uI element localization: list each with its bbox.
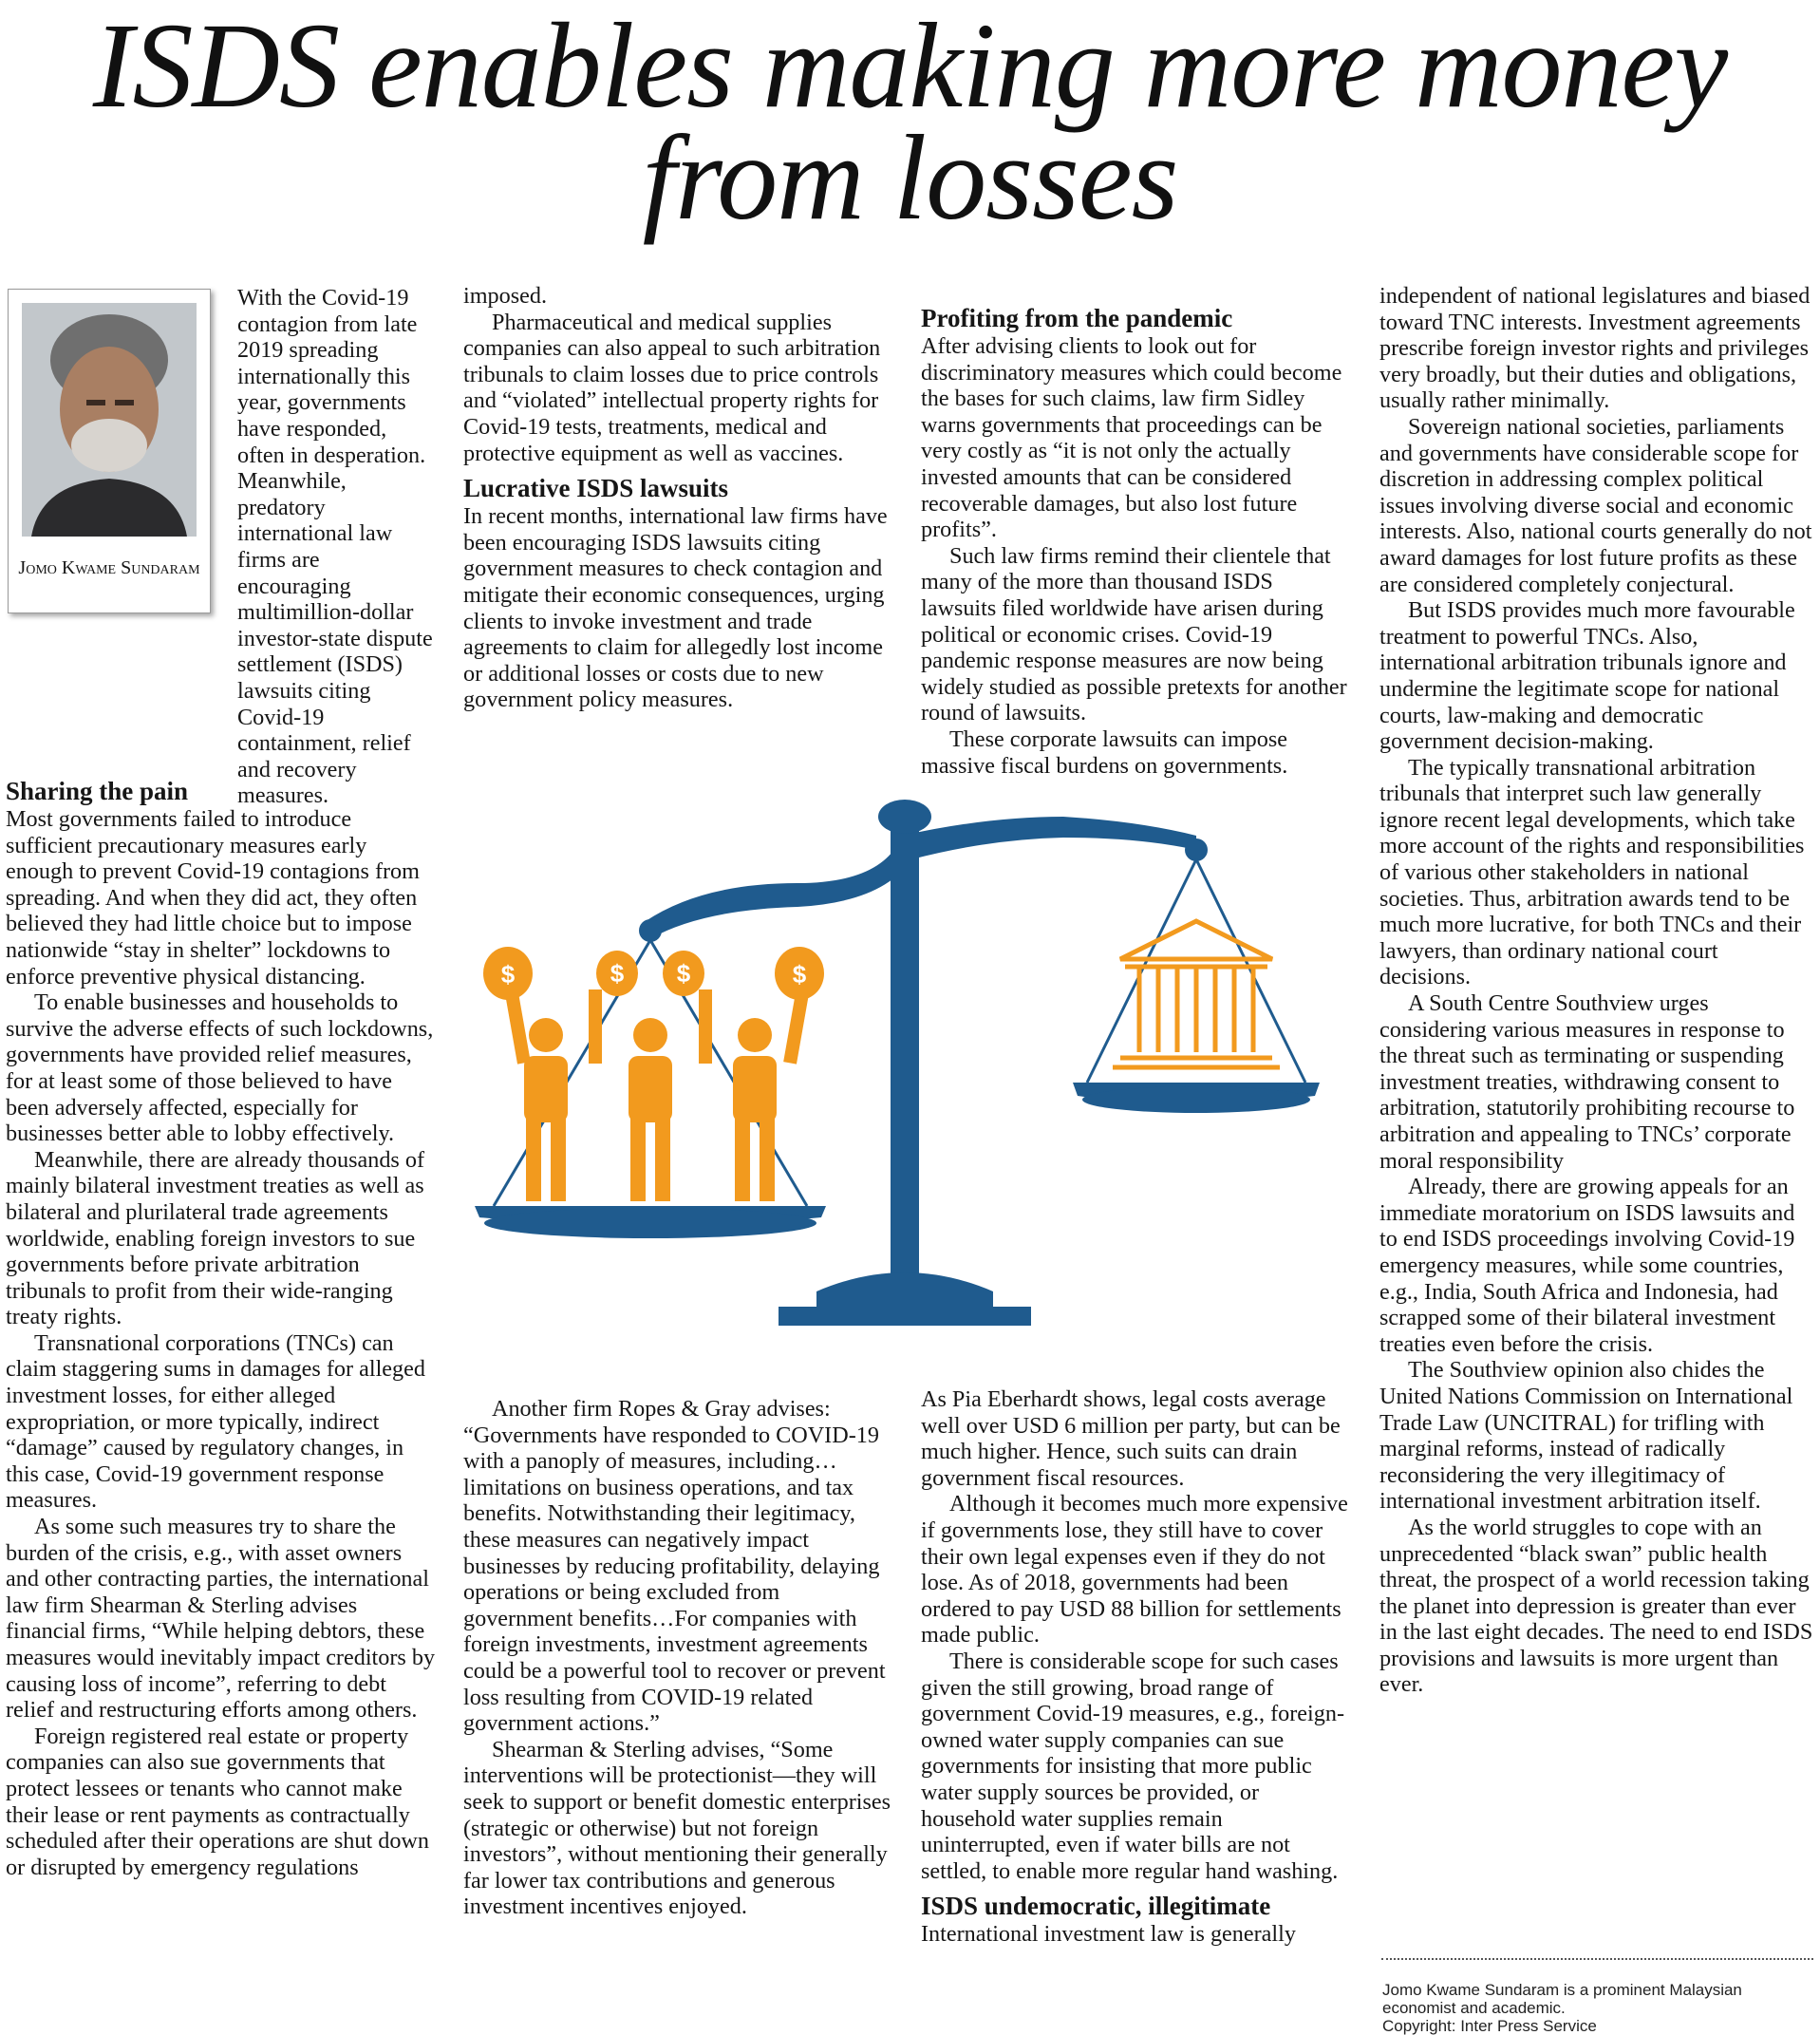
paragraph: After advising clients to look out for discriminatory measures which could become the bases for such claims, law firm Sidley warns governments that proceedings can be very costly as “it is not only the actually invested amounts that can be considered recoverable damages, but also lost future profits”. [921, 333, 1342, 543]
paragraph: Most governments failed to introduce sufficient precautionary measures early enough to prevent Covid-19 contagions from spreading. And when they did act, they often believed they had little choice but to impose nationwide “stay in shelter” lockdowns to enforce preventive physical distancing. [6, 806, 420, 989]
section-heading-lucrative-isds-lawsuits: Lucrative ISDS lawsuits [463, 474, 729, 503]
author-credit [1382, 1981, 1814, 2035]
paragraph: As Pia Eberhardt shows, legal costs average well over USD 6 million per party, but can be much higher. Hence, such suits can drain government fiscal resources. [921, 1386, 1341, 1491]
column-3-bottom [921, 1386, 1350, 1948]
section-heading-profiting-from-the-pandemic: Profiting from the pandemic [921, 304, 1233, 332]
paragraph: These corporate lawsuits can impose massive fiscal burdens on governments. [921, 725, 1288, 779]
paragraph: To enable businesses and households to survive the adverse effects of such lockdowns, governments have provided relief measures, for at least some of those believed to have been adversely affected, especially for businesses better able to lobby effectively. [6, 989, 434, 1147]
paragraph: But ISDS provides much more favourable treatment to powerful TNCs. Also, international arbitration tribunals ignore and undermine the legitimate scope for national courts, law-making and democratic government decision-making. [1379, 597, 1795, 755]
headline [0, 0, 1820, 245]
column-2-top [463, 283, 892, 713]
paragraph: imposed. [463, 283, 548, 309]
paragraph: Already, there are growing appeals for an immediate moratorium on ISDS lawsuits and to end ISDS proceedings involving Covid-19 emergency measures, while some countries, e.g., India, South Africa and Indonesia, had scrapped some of their bilateral investment treaties even before the crisis. [1379, 1174, 1795, 1357]
svg-text:$: $ [500, 960, 516, 989]
svg-text:$: $ [792, 960, 807, 989]
svg-text:$: $ [610, 959, 625, 988]
section-heading-isds-undemocratic: ISDS undemocratic, illegitimate [921, 1892, 1271, 1921]
author-name: Jomo Kwame Sundaram [18, 557, 200, 578]
author-byline-box [8, 289, 211, 613]
paragraph: Pharmaceutical and medical supplies companies can also appeal to such arbitration tribunals to claim losses due to price controls and “violated” intellectual property rights for Covid-19 tests, treatments, medical and protective equipment as well as vaccines. [463, 309, 881, 466]
paragraph: independent of national legislatures and biased toward TNC interests. Investment agreements prescribe foreign investor rights and privileges very broadly, but their duties and obligations, usually rather minimally. [1379, 283, 1811, 414]
credit-divider [1381, 1958, 1813, 1960]
scales-illustration [456, 779, 1339, 1367]
column-2-bottom [463, 1396, 892, 1920]
paragraph: There is considerable scope for such cases given the still growing, broad range of government Covid-19 measures, e.g., foreign-owned water supply companies can sue governments for insisting that more public water supply sources be provided, or household water supplies remain uninterrupted, even if water bills are not settled, to enable more regular hand washing. [921, 1648, 1345, 1884]
svg-text:$: $ [676, 959, 691, 988]
government-building-icon [1113, 921, 1280, 1067]
paragraph: Such law firms remind their clientele that many of the more than thousand ISDS lawsuits filed worldwide have arisen during political or economic crises. Covid-19 pandemic response measures are now being widely studied as possible pretexts for another round of lawsuits. [921, 542, 1347, 726]
copyright-line: Copyright: Inter Press Service [1382, 2017, 1597, 2035]
paragraph: As the world struggles to cope with an unprecedented “black swan” public health threat, the prospect of a world recession taking the planet into depression is greater than ever in the last eight decades. The need to end ISDS provisions and lawsuits is more urgent than ever. [1379, 1514, 1813, 1698]
paragraph: Although it becomes much more expensive if governments lose, they still have to cover their own legal expenses even if they do not lose. As of 2018, governments had been ordered to pay USD 88 billion for settlements made public. [921, 1491, 1348, 1649]
author-photo [22, 303, 197, 537]
paragraph: The Southview opinion also chides the United Nations Commission on International Trade Law (UNCITRAL) for trifling with marginal reforms, instead of radically reconsidering the very illegitimacy of international investment arbitration itself. [1379, 1357, 1793, 1515]
column-3-top [921, 304, 1350, 779]
people-with-money-bags-icon [483, 947, 824, 1201]
column-4 [1379, 283, 1814, 1698]
paragraph: In recent months, international law firms have been encouraging ISDS lawsuits citing government measures to check contagion and mitigate their economic consequences, urging clients to invoke investment and trade agreements to claim for allegedly lost income or additional losses or costs due to new government policy measures. [463, 503, 888, 713]
paragraph: As some such measures try to share the burden of the crisis, e.g., with asset owners and other contracting parties, the international law firm Shearman & Sterling advises financial firms, “While helping debtors, these measures would inevitably impact creditors by causing loss of income”, referring to debt relief and restructuring efforts among others. [6, 1514, 436, 1724]
paragraph: With the Covid-19 contagion from late 2019 spreading internationally this year, governments have responded, often in desperation. Meanwhile, predatory international law firms are encouraging multimillion-dollar investor-state dispute settlement (ISDS) lawsuits citing Covid-19 containment, relief and recovery measures. [237, 285, 433, 809]
section-heading-sharing-the-pain: Sharing the pain [6, 777, 189, 805]
headline-line-1: ISDS enables making more money [92, 0, 1728, 133]
credit-line: Jomo Kwame Sundaram is a prominent Malaysian economist and academic. [1382, 1981, 1742, 2017]
column-1 [6, 769, 437, 1880]
paragraph: A South Centre Southview urges considering various measures in response to the threat such as terminating or suspending investment treaties, withdrawing consent to arbitration, statutorily prohibiting recourse to arbitration and appealing to TNCs’ corporate moral responsibility [1379, 990, 1795, 1174]
scales-of-justice-icon [456, 779, 1339, 1367]
paragraph: Sovereign national societies, parliaments and governments have considerable scope for discretion in addressing complex political issues involving diverse social and economic interests. Also, national courts generally do not award damages for lost future profits as these are considered completely conjectural. [1379, 413, 1812, 597]
headline-line-2: from losses [642, 110, 1178, 245]
paragraph: The typically transnational arbitration tribunals that interpret such law generally ignore recent legal developments, which take more account of the rights and responsibilities of various other stakeholders in national societies. Thus, arbitration awards tend to be much more lucrative, for both TNCs and their lawyers, than ordinary national court decisions. [1379, 754, 1805, 990]
paragraph: International investment law is generally [921, 1921, 1296, 1948]
column-1-intro [237, 285, 439, 809]
paragraph: Shearman & Sterling advises, “Some interventions will be protectionist—they will seek to support or benefit domestic enterprises (strategic or otherwise) but not foreign investors”, without mentioning their generally far lower tax contributions and generous investment incentives enjoyed. [463, 1736, 891, 1920]
paragraph: Transnational corporations (TNCs) can claim staggering sums in damages for alleged investment losses, for either alleged expropriation, or more typically, indirect “damage” caused by regulatory changes, in this case, Covid-19 government response measures. [6, 1329, 425, 1514]
paragraph: Foreign registered real estate or property companies can also sue governments that protect lessees or tenants who cannot make their lease or rent payments as contractually scheduled after their operations are shut down or disrupted by emergency regulations [6, 1723, 429, 1880]
paragraph: Another firm Ropes & Gray advises: “Governments have responded to COVID-19 with a panoply of measures, including…limitations on business operations, and tax benefits. Notwithstanding their legitimacy, these measures can negatively impact businesses by reducing profitability, delaying operations or being excluded from government benefits…For companies with foreign investments, investment agreements could be a powerful tool to recover or prevent loss resulting from COVID-19 related government actions.” [463, 1396, 886, 1737]
paragraph: Meanwhile, there are already thousands of mainly bilateral investment treaties as well as bilateral and plurilateral trade agreements worldwide, enabling foreign investors to sue governments before private arbitration tribunals to profit from their wide-ranging treaty rights. [6, 1146, 425, 1330]
